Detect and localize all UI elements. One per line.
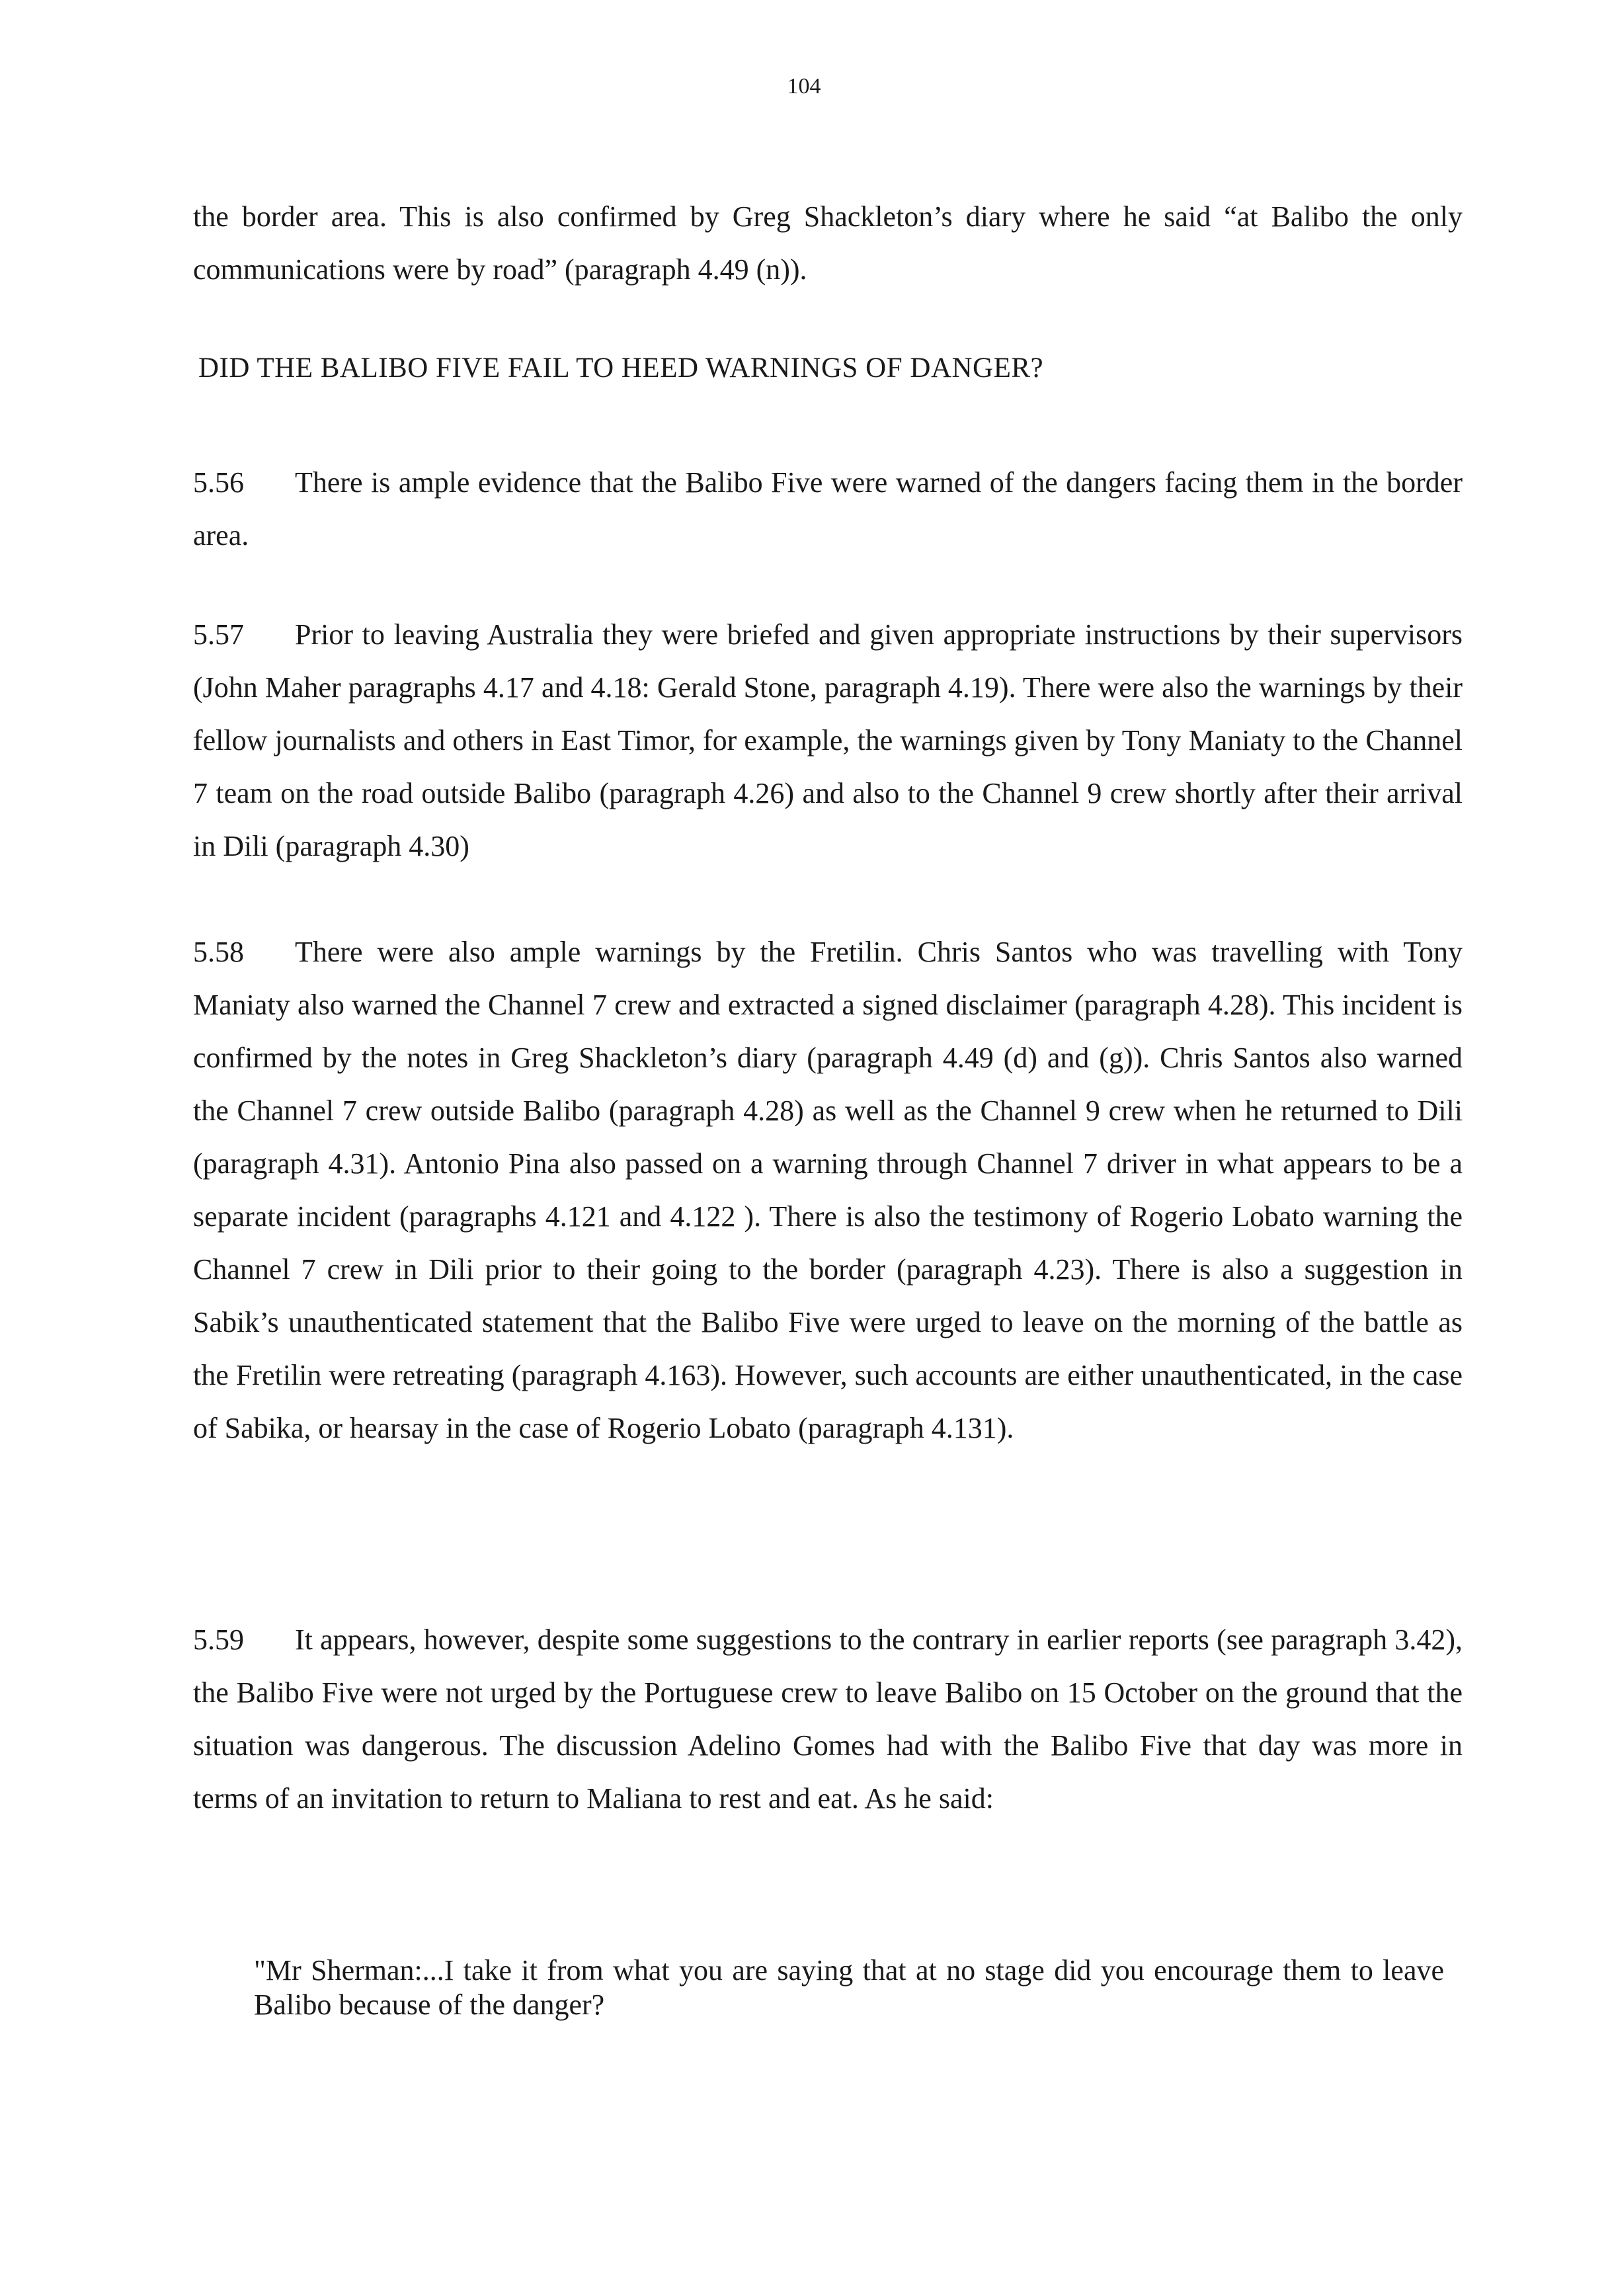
block-quote: "Mr Sherman:...I take it from what you are saying that at no stage did you encourage them to leave Balibo because of the danger?	[254, 1954, 1444, 2021]
intro-paragraph	[193, 190, 1463, 296]
paragraph-text: Prior to leaving Australia they were briefed and given appropriate instructions by their supervisors (John Maher paragraphs 4.17 and 4.18: Gerald Stone, paragraph 4.19). There were also the warnings by their fellow journalists and others in East Timor, for example, the warnings given by Tony Maniaty to the Channel 7 team on the road outside Balibo (paragraph 4.26) and also to the Channel 9 crew shortly after their arrival in Dili (paragraph 4.30)	[193, 618, 1463, 862]
paragraph-text: There were also ample warnings by the Fretilin. Chris Santos who was travelling with Tony Maniaty also warned the Channel 7 crew and extracted a signed disclaimer (paragraph 4.28). This incident is confirmed by the notes in Greg Shackleton’s diary (paragraph 4.49 (d) and (g)). Chris Santos also warned the Channel 7 crew outside Balibo (paragraph 4.28) as well as the Channel 9 crew when he returned to Dili (paragraph 4.31). Antonio Pina also passed on a warning through Channel 7 driver in what appears to be a separate incident (paragraphs 4.121 and 4.122 ). There is also the testimony of Rogerio Lobato warning the Channel 7 crew in Dili prior to their going to the border (paragraph 4.23). There is also a suggestion in Sabik’s unauthenticated statement that the Balibo Five were urged to leave on the morning of the battle as the Fretilin were retreating (paragraph 4.163). However, such accounts are either unauthenticated, in the case of Sabika, or hearsay in the case of Rogerio Lobato (paragraph 4.131).	[193, 936, 1463, 1444]
paragraph-number: 5.58	[193, 936, 244, 968]
paragraph-number: 5.57	[193, 618, 244, 651]
paragraph-5-57	[193, 608, 1463, 873]
section-heading: DID THE BALIBO FIVE FAIL TO HEED WARNINGS OF DANGER?	[198, 352, 1044, 384]
page-number: 104	[787, 74, 821, 99]
paragraph-number: 5.56	[193, 466, 244, 499]
paragraph-number: 5.59	[193, 1623, 244, 1656]
paragraph-text: There is ample evidence that the Balibo Five were warned of the dangers facing them in the border area.	[193, 466, 1463, 552]
paragraph-text: It appears, however, despite some suggestions to the contrary in earlier reports (see paragraph 3.42), the Balibo Five were not urged by the Portuguese crew to leave Balibo on 15 October on the ground that the situation was dangerous. The discussion Adelino Gomes had with the Balibo Five that day was more in terms of an invitation to return to Maliana to rest and eat. As he said:	[193, 1623, 1463, 1815]
paragraph-5-58	[193, 926, 1463, 1455]
paragraph-5-56	[193, 456, 1463, 562]
paragraph-5-59	[193, 1614, 1463, 1825]
intro-paragraph-text: the border area. This is also confirmed by Greg Shackleton’s diary where he said “at Balibo the only communications were by road” (paragraph 4.49 (n)).	[193, 200, 1463, 286]
